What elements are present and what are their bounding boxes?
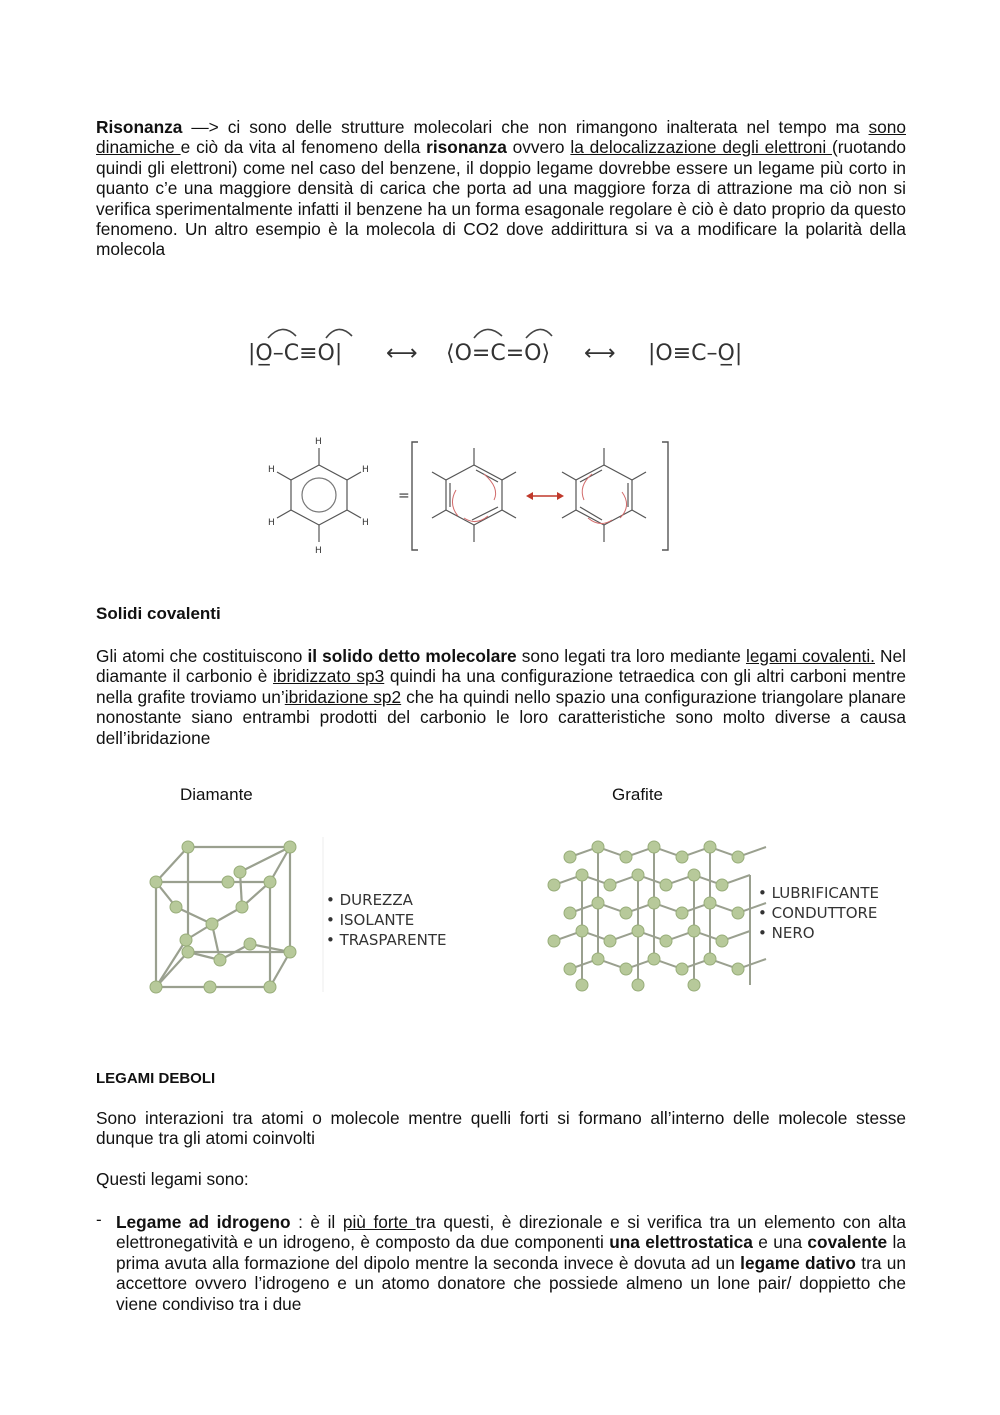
graphite-property: • CONDUTTORE (758, 904, 878, 922)
graphite-property: • NERO (758, 924, 815, 942)
hydrogen-label: H (268, 518, 275, 528)
electron-curved-arrows (452, 474, 495, 522)
electron-curved-arrows (268, 329, 552, 338)
bold-text: legame dativo (740, 1252, 856, 1273)
graphite-property: • LUBRIFICANTE (758, 884, 879, 902)
diamond-lattice (156, 847, 290, 987)
text-run: tra questi, è direzionale e si verifica tra un elemento con alta elettronegatività e un idrogeno, è composto da due componenti (116, 1212, 907, 1253)
text-run: sono legati tra loro mediante (516, 646, 746, 666)
resonance-arrow: ⟷ (386, 341, 418, 366)
resonance-term: Risonanza (96, 117, 183, 137)
list-item-hydrogen-bond (116, 1212, 906, 1314)
benzene-resonance-figure (262, 430, 674, 560)
equals-sign: = (398, 488, 410, 504)
text-run: tra un accettore ovvero l’idrogeno e un atomo donatore che possiede almeno un lone pair/ doppietto che viene condiviso tra i due (116, 1252, 906, 1314)
weak-bonds-list-intro: Questi legami sono: (96, 1169, 249, 1189)
text-run: la prima avuta alla formazione del dipolo mentre la seconda invece è dovuta ad un (116, 1232, 906, 1273)
underlined-text: ibridazione sp2 (284, 686, 402, 707)
diamond-property: • DUREZZA (326, 891, 413, 909)
text-run: Gli atomi che costituiscono (96, 646, 308, 666)
underlined-text: ibridizzato sp3 (273, 666, 385, 687)
co2-structure-1: |O̲–C≡O| (248, 341, 343, 366)
underlined-text: la delocalizzazione degli elettroni (570, 137, 833, 158)
hydrogen-label: H (268, 465, 275, 475)
weak-bonds-intro: Sono interazioni tra atomi o molecole mentre quelli forti si formano all’interno delle molecole stesse dunque tra gli atomi coinvolti (96, 1108, 906, 1149)
benzene-delocalized (277, 448, 361, 542)
text-run: (ruotando quindi gli elettroni) come nel caso del benzene, il doppio legame dovrebbe essere un legame più corto in quanto c’e una maggiore densità di carica che porta ad una maggiore forza di attrazione ma ciò non si verifica sperimentalmente infatti il benzene ha un forma esagonale regolare è ciò è dato proprio da questo fenomeno. Un altro esempio è la molecola di CO2 dove addirittura si va a modificare la polarità della molecola (96, 137, 906, 260)
text-run: ovvero (506, 137, 571, 158)
list-dash: - (96, 1210, 102, 1229)
hydrogen-label: H (315, 546, 322, 556)
bold-text: covalente (807, 1232, 888, 1253)
hydrogen-label: H (315, 437, 322, 447)
diamond-label: Diamante (180, 785, 253, 804)
resonance-paragraph (96, 117, 906, 260)
text-run: e una (752, 1232, 808, 1253)
covalent-paragraph (96, 646, 906, 748)
diamond-property: • ISOLANTE (326, 911, 415, 929)
graphite-structure-figure (540, 835, 910, 995)
co2-structure-2: ⟨O=C=O⟩ (446, 341, 551, 366)
resonance-arrow: ⟷ (584, 341, 616, 366)
section-title-covalent: Solidi covalenti (96, 604, 221, 623)
underlined-text: sono dinamiche (96, 117, 906, 158)
co2-structure-3: |O≡C–O̲| (648, 341, 743, 366)
hydrogen-label: H (362, 465, 369, 475)
underlined-text: legami covalenti. (745, 646, 875, 666)
bold-text: Legame ad idrogeno (116, 1212, 291, 1232)
text-run: e ciò da vita al fenomeno della (180, 137, 427, 158)
text-run: —> ci sono delle strutture molecolari che non rimangono inalterata nel tempo ma (182, 117, 869, 137)
text-run: Nel diamante il carbonio è (96, 646, 906, 687)
bold-text: il solido detto molecolare (307, 646, 517, 666)
resonance-arrow-red (526, 492, 564, 500)
benzene-kekule-2 (562, 448, 646, 542)
underlined-text: più forte (342, 1212, 416, 1232)
diamond-property: • TRASPARENTE (326, 931, 447, 949)
carbon-atoms (548, 841, 744, 991)
diamond-structure-figure (140, 832, 485, 997)
benzene-kekule-1 (432, 448, 516, 542)
hydrogen-label: H (362, 518, 369, 528)
graphite-label: Grafite (612, 785, 664, 804)
section-title-weak-bonds: LEGAMI DEBOLI (96, 1070, 216, 1087)
bold-text: risonanza (426, 137, 507, 158)
co2-resonance-figure (240, 322, 780, 382)
text-run: quindi ha una configurazione tetraedica con gli altri carboni mentre nella grafite troviamo un’ (96, 666, 906, 707)
bold-text: una elettrostatica (609, 1232, 753, 1253)
text-run: : è il (290, 1212, 343, 1232)
text-run: che ha quindi nello spazio una configurazione triangolare planare nonostante siano entrambi prodotti del carbonio le loro caratteristiche sono molto diverse a causa dell’ibridazione (96, 686, 906, 748)
